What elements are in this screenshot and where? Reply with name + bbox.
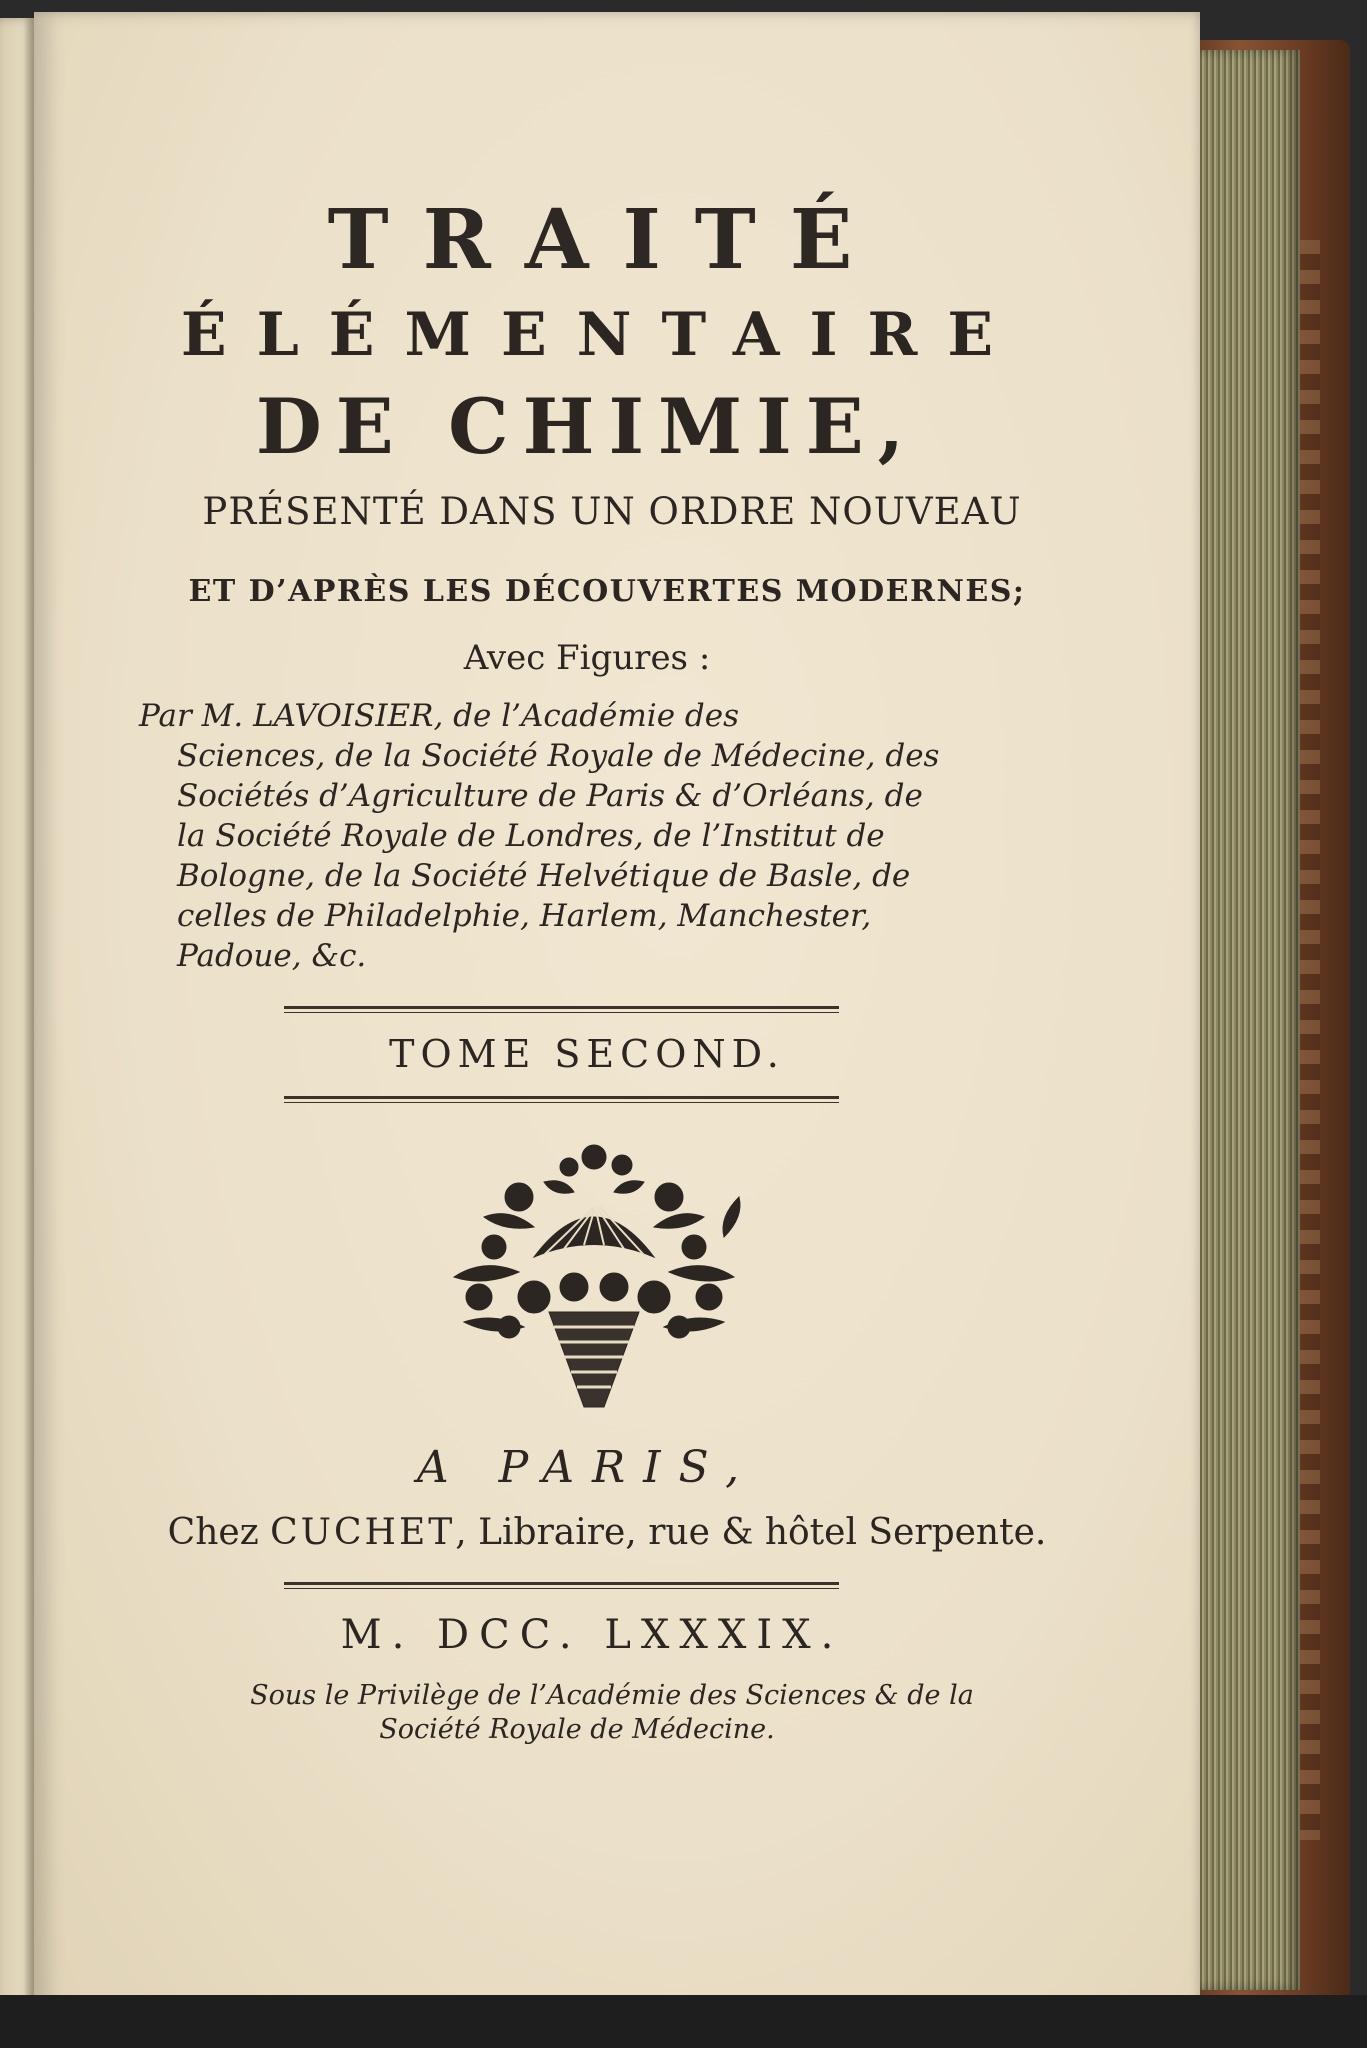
title-page [34, 12, 1200, 2022]
author-block [139, 696, 1019, 976]
title-line-2: ÉLÉMENTAIRE [180, 300, 1024, 370]
privilege-line-2: Société Royale de Médecine. [379, 1714, 775, 1745]
page-fore-edge [1200, 50, 1300, 1990]
rule-below-volume [284, 1096, 839, 1099]
author-line: Padoue, &c. [177, 938, 367, 974]
publication-date: M. DCC. LXXXIX. [340, 1612, 844, 1658]
author-line: Sociétés d’Agriculture de Paris & d’Orléans, de [177, 778, 923, 814]
author-line: Par M. LAVOISIER, de l’Académie des [139, 698, 740, 734]
privilege-line-1: Sous le Privilège de l’Académie des Sciences & de la [250, 1680, 974, 1711]
author-line: la Société Royale de Londres, de l’Institut de [177, 818, 885, 854]
author-line: Bologne, de la Société Helvétique de Basle, de [177, 858, 911, 894]
publisher-suffix: , Libraire, rue & hôtel Serpente. [455, 1512, 1047, 1553]
figures-line: Avec Figures : [463, 638, 711, 678]
place-of-publication: A PARIS, [416, 1442, 758, 1493]
rule-above-date [284, 1582, 839, 1585]
title-line-3: DE CHIMIE, [255, 382, 919, 471]
author-line: Sciences, de la Société Royale de Médecine, des [177, 738, 940, 774]
publisher-prefix: Chez [167, 1512, 259, 1553]
publisher-name: CUCHET [270, 1512, 456, 1553]
subtitle-line-1: PRÉSENTÉ DANS UN ORDRE NOUVEAU [202, 490, 1022, 533]
volume-label: TOME SECOND. [389, 1032, 785, 1076]
subtitle-line-2: ET D’APRÈS LES DÉCOUVERTES MODERNES; [188, 574, 1026, 609]
publisher-line [14, 1512, 1200, 1553]
rule-above-volume [284, 1006, 839, 1009]
background-strip [0, 1995, 1367, 2048]
title-line-1: TRAITÉ [327, 192, 887, 288]
flower-basket-ornament-icon [424, 1137, 764, 1427]
author-line: celles de Philadelphie, Harlem, Manchester, [177, 898, 872, 934]
